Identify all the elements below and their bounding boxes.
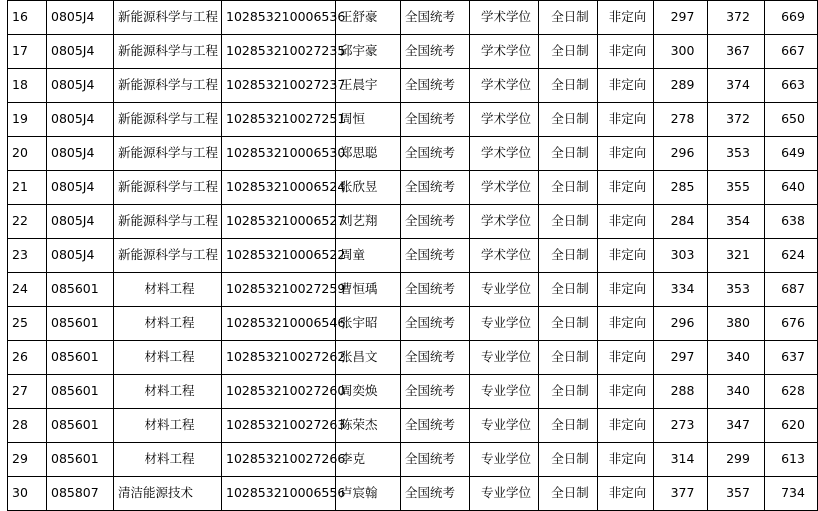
cell-score-2: 353	[708, 273, 765, 307]
cell-direction: 非定向	[598, 137, 654, 171]
cell-exam-id: 102853210027260	[222, 375, 336, 409]
cell-major-code: 085601	[47, 443, 114, 477]
cell-degree-type: 学术学位	[470, 171, 539, 205]
cell-score-1: 289	[654, 69, 708, 103]
table-body	[8, 1, 818, 511]
cell-total-score: 663	[765, 69, 818, 103]
cell-exam-type: 全国统考	[401, 103, 470, 137]
cell-major-code: 0805J4	[47, 69, 114, 103]
cell-major-code: 0805J4	[47, 239, 114, 273]
cell-score-1: 297	[654, 341, 708, 375]
cell-score-2: 340	[708, 375, 765, 409]
cell-major-name: 材料工程	[114, 443, 222, 477]
cell-row-number: 23	[8, 239, 47, 273]
cell-exam-type: 全国统考	[401, 205, 470, 239]
cell-major-name: 新能源科学与工程	[114, 103, 222, 137]
cell-direction: 非定向	[598, 171, 654, 205]
cell-candidate-name: 陈荣杰	[336, 409, 401, 443]
cell-major-code: 085601	[47, 409, 114, 443]
cell-study-mode: 全日制	[539, 307, 598, 341]
cell-candidate-name: 周恒	[336, 103, 401, 137]
cell-exam-type: 全国统考	[401, 341, 470, 375]
cell-row-number: 30	[8, 477, 47, 511]
cell-row-number: 20	[8, 137, 47, 171]
cell-exam-id: 102853210006530	[222, 137, 336, 171]
cell-total-score: 667	[765, 35, 818, 69]
cell-study-mode: 全日制	[539, 443, 598, 477]
cell-direction: 非定向	[598, 69, 654, 103]
cell-score-2: 347	[708, 409, 765, 443]
cell-score-1: 334	[654, 273, 708, 307]
cell-exam-type: 全国统考	[401, 1, 470, 35]
cell-exam-id: 102853210027259	[222, 273, 336, 307]
cell-candidate-name: 张昌文	[336, 341, 401, 375]
cell-score-1: 278	[654, 103, 708, 137]
cell-major-name: 材料工程	[114, 307, 222, 341]
cell-exam-type: 全国统考	[401, 409, 470, 443]
cell-exam-type: 全国统考	[401, 273, 470, 307]
cell-degree-type: 学术学位	[470, 69, 539, 103]
table-row	[8, 69, 818, 103]
cell-direction: 非定向	[598, 443, 654, 477]
cell-row-number: 25	[8, 307, 47, 341]
cell-major-name: 新能源科学与工程	[114, 137, 222, 171]
cell-direction: 非定向	[598, 409, 654, 443]
cell-major-code: 085601	[47, 375, 114, 409]
cell-exam-id: 102853210027262	[222, 341, 336, 375]
cell-total-score: 649	[765, 137, 818, 171]
cell-candidate-name: 张欣昱	[336, 171, 401, 205]
cell-total-score: 624	[765, 239, 818, 273]
cell-row-number: 16	[8, 1, 47, 35]
cell-major-code: 085807	[47, 477, 114, 511]
cell-major-code: 0805J4	[47, 205, 114, 239]
cell-exam-type: 全国统考	[401, 137, 470, 171]
cell-candidate-name: 刘艺翔	[336, 205, 401, 239]
cell-total-score: 734	[765, 477, 818, 511]
cell-study-mode: 全日制	[539, 35, 598, 69]
cell-total-score: 687	[765, 273, 818, 307]
cell-exam-id: 102853210006556	[222, 477, 336, 511]
cell-score-1: 377	[654, 477, 708, 511]
cell-direction: 非定向	[598, 375, 654, 409]
cell-degree-type: 专业学位	[470, 341, 539, 375]
cell-direction: 非定向	[598, 273, 654, 307]
cell-score-1: 284	[654, 205, 708, 239]
cell-score-1: 296	[654, 307, 708, 341]
cell-score-2: 354	[708, 205, 765, 239]
cell-exam-type: 全国统考	[401, 171, 470, 205]
table-row	[8, 375, 818, 409]
cell-row-number: 26	[8, 341, 47, 375]
cell-total-score: 638	[765, 205, 818, 239]
cell-total-score: 637	[765, 341, 818, 375]
table-row	[8, 273, 818, 307]
cell-degree-type: 学术学位	[470, 1, 539, 35]
cell-major-name: 新能源科学与工程	[114, 171, 222, 205]
cell-degree-type: 专业学位	[470, 443, 539, 477]
cell-exam-id: 102853210027235	[222, 35, 336, 69]
cell-total-score: 669	[765, 1, 818, 35]
cell-exam-type: 全国统考	[401, 477, 470, 511]
cell-exam-id: 102853210027266	[222, 443, 336, 477]
cell-row-number: 28	[8, 409, 47, 443]
cell-score-2: 380	[708, 307, 765, 341]
cell-major-name: 材料工程	[114, 409, 222, 443]
cell-candidate-name: 卢宸翰	[336, 477, 401, 511]
cell-candidate-name: 李克	[336, 443, 401, 477]
cell-major-name: 材料工程	[114, 375, 222, 409]
cell-major-name: 新能源科学与工程	[114, 239, 222, 273]
cell-study-mode: 全日制	[539, 341, 598, 375]
cell-total-score: 620	[765, 409, 818, 443]
cell-study-mode: 全日制	[539, 273, 598, 307]
cell-candidate-name: 王晨宇	[336, 69, 401, 103]
cell-study-mode: 全日制	[539, 69, 598, 103]
cell-score-1: 273	[654, 409, 708, 443]
cell-degree-type: 专业学位	[470, 273, 539, 307]
cell-direction: 非定向	[598, 35, 654, 69]
cell-degree-type: 学术学位	[470, 205, 539, 239]
table-row	[8, 205, 818, 239]
cell-degree-type: 专业学位	[470, 409, 539, 443]
cell-score-1: 285	[654, 171, 708, 205]
cell-major-name: 材料工程	[114, 273, 222, 307]
cell-study-mode: 全日制	[539, 171, 598, 205]
cell-exam-id: 102853210006546	[222, 307, 336, 341]
table-row	[8, 239, 818, 273]
cell-row-number: 17	[8, 35, 47, 69]
cell-direction: 非定向	[598, 1, 654, 35]
cell-exam-type: 全国统考	[401, 239, 470, 273]
cell-degree-type: 专业学位	[470, 477, 539, 511]
cell-degree-type: 学术学位	[470, 239, 539, 273]
cell-major-code: 0805J4	[47, 1, 114, 35]
cell-exam-type: 全国统考	[401, 307, 470, 341]
cell-degree-type: 学术学位	[470, 103, 539, 137]
cell-major-code: 085601	[47, 307, 114, 341]
cell-score-1: 297	[654, 1, 708, 35]
cell-direction: 非定向	[598, 205, 654, 239]
cell-major-code: 085601	[47, 273, 114, 307]
cell-exam-id: 102853210006527	[222, 205, 336, 239]
cell-score-2: 353	[708, 137, 765, 171]
cell-exam-type: 全国统考	[401, 375, 470, 409]
table-row	[8, 1, 818, 35]
cell-exam-id: 102853210006522	[222, 239, 336, 273]
cell-score-1: 296	[654, 137, 708, 171]
cell-major-name: 新能源科学与工程	[114, 205, 222, 239]
cell-total-score: 640	[765, 171, 818, 205]
cell-candidate-name: 张宇昭	[336, 307, 401, 341]
cell-candidate-name: 邱宇豪	[336, 35, 401, 69]
cell-exam-type: 全国统考	[401, 443, 470, 477]
table-row	[8, 409, 818, 443]
cell-study-mode: 全日制	[539, 477, 598, 511]
cell-study-mode: 全日制	[539, 375, 598, 409]
cell-row-number: 29	[8, 443, 47, 477]
cell-exam-id: 102853210006536	[222, 1, 336, 35]
table-row	[8, 171, 818, 205]
cell-exam-type: 全国统考	[401, 35, 470, 69]
cell-score-1: 300	[654, 35, 708, 69]
cell-major-name: 新能源科学与工程	[114, 1, 222, 35]
cell-score-2: 357	[708, 477, 765, 511]
cell-major-name: 材料工程	[114, 341, 222, 375]
cell-total-score: 613	[765, 443, 818, 477]
table-row	[8, 341, 818, 375]
cell-row-number: 21	[8, 171, 47, 205]
cell-score-2: 340	[708, 341, 765, 375]
cell-degree-type: 学术学位	[470, 35, 539, 69]
cell-study-mode: 全日制	[539, 239, 598, 273]
cell-candidate-name: 周奕焕	[336, 375, 401, 409]
cell-row-number: 27	[8, 375, 47, 409]
cell-row-number: 22	[8, 205, 47, 239]
cell-exam-id: 102853210027251	[222, 103, 336, 137]
cell-study-mode: 全日制	[539, 409, 598, 443]
cell-score-2: 355	[708, 171, 765, 205]
table-row	[8, 35, 818, 69]
cell-major-code: 085601	[47, 341, 114, 375]
cell-total-score: 650	[765, 103, 818, 137]
cell-study-mode: 全日制	[539, 1, 598, 35]
cell-score-2: 372	[708, 1, 765, 35]
cell-direction: 非定向	[598, 239, 654, 273]
cell-study-mode: 全日制	[539, 137, 598, 171]
cell-total-score: 676	[765, 307, 818, 341]
cell-row-number: 24	[8, 273, 47, 307]
cell-score-2: 321	[708, 239, 765, 273]
cell-degree-type: 专业学位	[470, 307, 539, 341]
table-row	[8, 103, 818, 137]
cell-major-code: 0805J4	[47, 35, 114, 69]
cell-total-score: 628	[765, 375, 818, 409]
cell-candidate-name: 周童	[336, 239, 401, 273]
table-row	[8, 443, 818, 477]
cell-direction: 非定向	[598, 103, 654, 137]
cell-major-code: 0805J4	[47, 103, 114, 137]
cell-candidate-name: 曹恒瑀	[336, 273, 401, 307]
cell-score-2: 299	[708, 443, 765, 477]
cell-candidate-name: 王舒豪	[336, 1, 401, 35]
cell-score-2: 374	[708, 69, 765, 103]
cell-score-2: 372	[708, 103, 765, 137]
cell-row-number: 18	[8, 69, 47, 103]
cell-major-name: 新能源科学与工程	[114, 69, 222, 103]
cell-major-name: 清洁能源技术	[114, 477, 222, 511]
cell-exam-id: 102853210006524	[222, 171, 336, 205]
cell-major-name: 新能源科学与工程	[114, 35, 222, 69]
cell-exam-type: 全国统考	[401, 69, 470, 103]
table-row	[8, 307, 818, 341]
cell-score-1: 288	[654, 375, 708, 409]
table-row	[8, 137, 818, 171]
table-row	[8, 477, 818, 511]
cell-exam-id: 102853210027263	[222, 409, 336, 443]
cell-degree-type: 学术学位	[470, 137, 539, 171]
cell-study-mode: 全日制	[539, 205, 598, 239]
cell-degree-type: 专业学位	[470, 375, 539, 409]
cell-score-1: 303	[654, 239, 708, 273]
cell-exam-id: 102853210027237	[222, 69, 336, 103]
cell-direction: 非定向	[598, 307, 654, 341]
cell-direction: 非定向	[598, 341, 654, 375]
cell-study-mode: 全日制	[539, 103, 598, 137]
cell-candidate-name: 郑思聪	[336, 137, 401, 171]
cell-score-1: 314	[654, 443, 708, 477]
cell-direction: 非定向	[598, 477, 654, 511]
cell-major-code: 0805J4	[47, 137, 114, 171]
admission-score-table	[7, 0, 818, 511]
cell-major-code: 0805J4	[47, 171, 114, 205]
cell-score-2: 367	[708, 35, 765, 69]
cell-row-number: 19	[8, 103, 47, 137]
